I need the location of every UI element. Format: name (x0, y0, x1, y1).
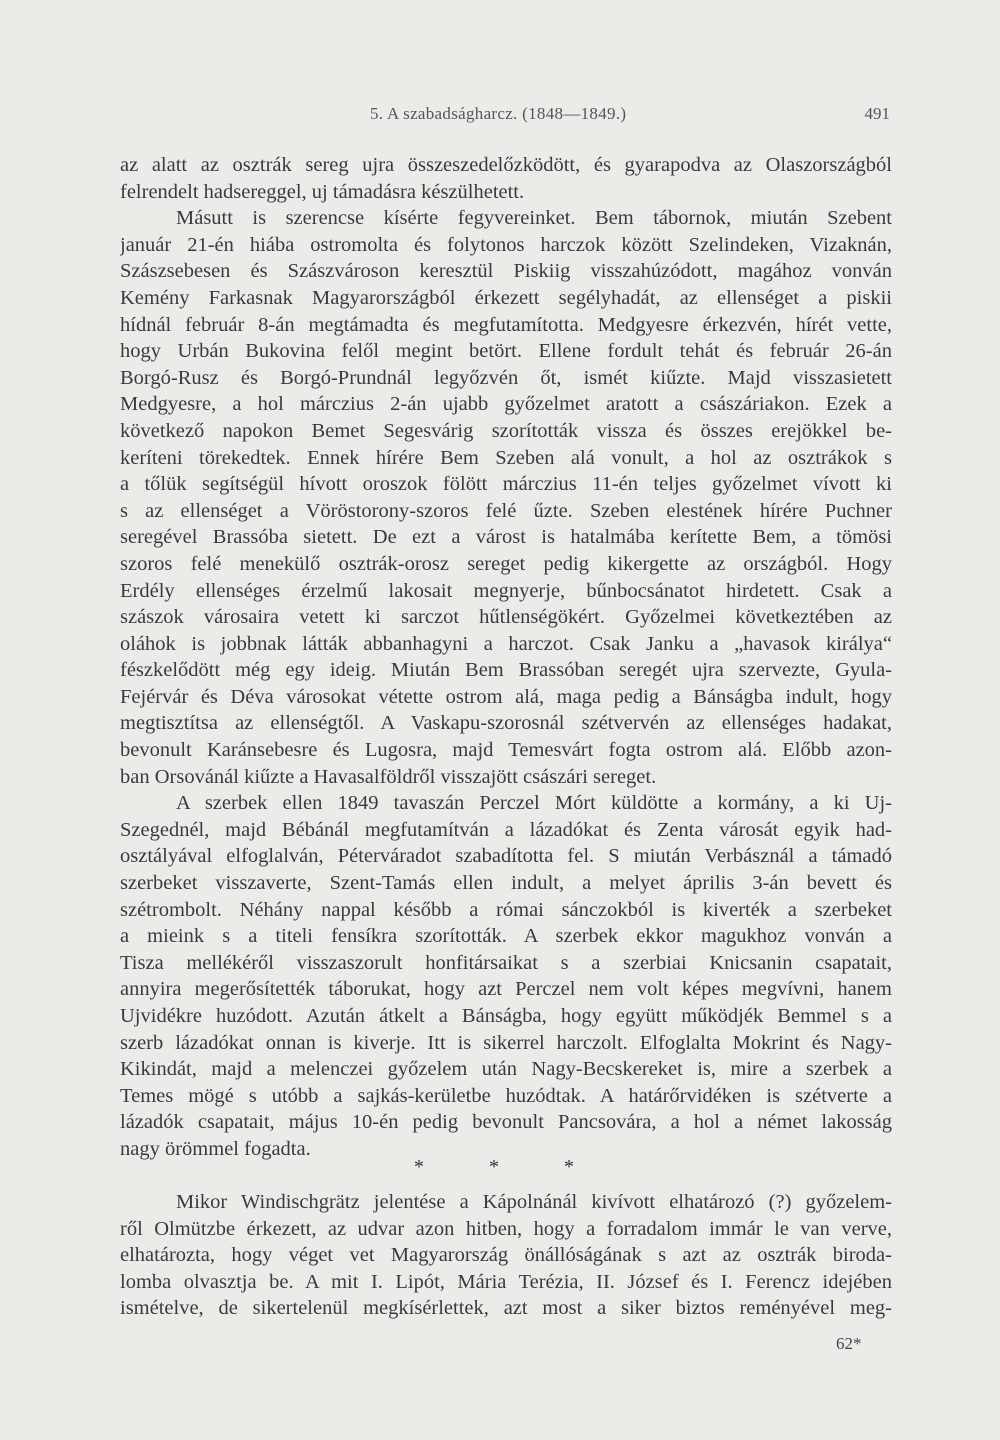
text-line: osztályával elfoglalván, Péterváradot szabadította fel. S miután Verbásznál a támadó (120, 845, 892, 868)
text-line: szerb lázadókat onnan is kiverje. Itt is sikerrel harczolt. Elfoglalta Mokrint és Nagy- (120, 1031, 892, 1054)
text-line: szoros felé menekülő osztrák-orosz sereget pedig kikergette az országból. Hogy (120, 552, 892, 575)
text-line: az alatt az osztrák sereg ujra összeszedelőzködött, és gyarapodva az Olaszországból (120, 154, 892, 176)
text-line: oláhok is jobbnak látták abbanhagyni a harczot. Csak Janku a „havasok királya“ (120, 632, 892, 655)
text-line: Kemény Farkasnak Magyarországból érkezett segélyhadát, az ellenséget a piskii (120, 286, 892, 309)
text-line: Kikindát, majd a melenczei győzelem után Nagy-Becskereket is, mire a szerbek a (120, 1058, 892, 1081)
text-line: s az ellenséget a Vöröstorony-szoros felé űzte. Szeben elestének hírére Puchner (120, 499, 892, 522)
text-line: következő napokon Bemet Segesvárig szorították vissza és összes erejökkel be- (120, 419, 892, 442)
text-line: hogy Urbán Bukovina felől megint betört. Ellene fordult tehát és február 26-án (120, 340, 892, 363)
text-line: megtisztítsa az ellenségtől. A Vaskapu-szorosnál szétvervén az ellenséges hadakat, (120, 712, 892, 735)
text-line: annyira megerősítették táborukat, hogy azt Perczel nem volt képes megvívni, hanem (120, 978, 892, 1001)
text-line: ismételve, de sikertelenül megkísérlettek, azt most a siker biztos reményével meg- (120, 1297, 892, 1320)
text-line: hídnál február 8-án megtámadta és megfutamította. Medgyesre érkezvén, hírét vette, (120, 313, 892, 336)
text-line: lázadók csapatait, május 10-én pedig bevonult Pancsovára, a hol a német lakosság (120, 1111, 892, 1134)
text-line: Tisza mellékéről visszaszorult honfitársaikat s a szerbiai Knicsanin csapatait, (120, 951, 892, 974)
text-line: fészkelődött még egy ideig. Miután Bem Brassóban seregét ujra szervezte, Gyula- (120, 659, 892, 682)
text-line: január 21-én hiába ostromolta és folytonos harczok között Szelindeken, Vizaknán, (120, 233, 892, 256)
text-line: seregével Brassóba sietett. De ezt a várost is hatalmába kerítette Bem, a tömösi (120, 526, 892, 549)
page-number: 491 (864, 104, 890, 123)
text-line: Szegednél, majd Bébánál megfutamítván a lázadókat és Zenta városát egyik had- (120, 818, 892, 841)
text-line: szétrombolt. Néhány nappal később a római sánczokból is kiverték a szerbeket (120, 898, 892, 921)
text-line: Erdély ellenséges érzelmű lakosait megnyerje, bűnbocsánatot hirdetett. Csak a (120, 579, 892, 602)
signature-mark: 62* (836, 1334, 862, 1353)
text-line: ban Orsovánál kiűzte a Havasalföldről visszajött császári sereget. (120, 765, 657, 788)
text-line: elhatározta, hogy véget vet Magyarország önállóságának s azt az osztrák biroda- (120, 1244, 892, 1267)
body-text-second-section (120, 1189, 892, 1322)
text-line: Temes mögé s utóbb a sajkás-kerületbe huzódtak. A határőrvidéken is szétverte a (120, 1084, 892, 1107)
body-text (120, 152, 892, 1163)
text-line: szászok városaira vetett ki sarczot hűtlenségökért. Győzelmei következtében az (120, 606, 892, 629)
section-asterism: * * * (414, 1156, 604, 1178)
paragraph-start-line: Mikor Windischgrätz jelentése a Kápolnánál kivívott elhatározó (?) győzelem- (176, 1191, 892, 1213)
text-line: a mieink s a titeli fensíkra szorították. A szerbek ekkor magukhoz vonván a (120, 925, 892, 948)
text-line: felrendelt hadsereggel, uj támadásra készülhetett. (120, 180, 525, 203)
text-line: szerbeket visszaverte, Szent-Tamás ellen indult, a melyet április 3-án bevett és (120, 872, 892, 895)
text-line: bevonult Karánsebesre és Lugosra, majd Temesvárt fogta ostrom alá. Előbb azon- (120, 739, 892, 762)
text-line: Fejérvár és Déva városokat vétette ostrom alá, maga pedig a Bánságba indult, hogy (120, 685, 892, 708)
running-title: 5. A szabadságharcz. (1848—1849.) (370, 104, 627, 123)
text-line: Medgyesre, a hol márczius 2-án ujabb győzelmet aratott a császáriakon. Ezek a (120, 393, 892, 416)
text-line: ről Olmützbe érkezett, az udvar azon hitben, hogy a forradalom immár le van verve, (120, 1217, 892, 1240)
text-line: Borgó-Rusz és Borgó-Prundnál legyőzvén őt, ismét kiűzte. Majd visszasietett (120, 366, 892, 389)
running-header (120, 104, 892, 130)
text-line: lomba olvasztja be. A mit I. Lipót, Mária Terézia, II. József és I. Ferencz idejében (120, 1270, 892, 1293)
text-line: a tőlük segítségül hívott oroszok fölött márczius 11-én teljes győzelmet vívott ki (120, 473, 892, 496)
text-line: Ujvidékre huzódott. Azután átkelt a Bánságba, hogy együtt működjék Bemmel s a (120, 1005, 892, 1027)
paragraph-start-line: Másutt is szerencse kísérte fegyvereinket. Bem tábornok, miután Szebent (176, 207, 892, 230)
text-line: Szászsebesen és Szászvároson keresztül Piskiig visszahúzódott, magához vonván (120, 260, 892, 283)
paragraph-start-line: A szerbek ellen 1849 tavaszán Perczel Mórt küldötte a kormány, a ki Uj- (176, 792, 892, 815)
text-line: keríteni törekedtek. Ennek hírére Bem Szeben alá vonult, a hol az osztrákok s (120, 446, 892, 469)
text-line: nagy örömmel fogadta. (120, 1137, 311, 1160)
